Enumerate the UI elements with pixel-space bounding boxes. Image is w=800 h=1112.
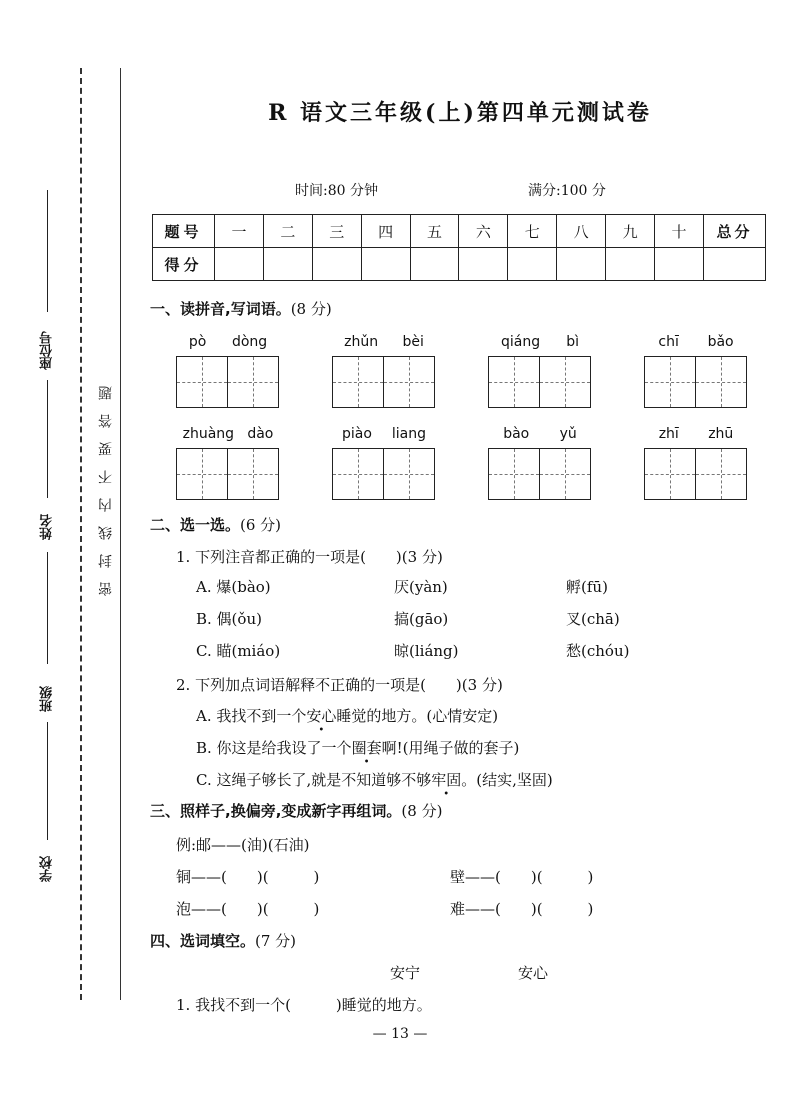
- column-4: 四: [361, 215, 410, 248]
- pinyin-syllable: chī: [658, 334, 679, 350]
- fill-item[interactable]: 难——( )( ): [450, 900, 594, 918]
- pinyin-syllable: bào: [503, 426, 530, 442]
- writing-box[interactable]: [332, 448, 384, 500]
- section-1-title: [150, 298, 332, 319]
- option-b-3: 叉(chā): [566, 610, 620, 628]
- section-1-points: (8 分): [290, 300, 332, 318]
- pinyin-syllable: zhuàng: [182, 426, 235, 442]
- score-cell[interactable]: [410, 248, 459, 281]
- section-3-title: [150, 800, 442, 821]
- fill-item[interactable]: 壁——( )( ): [450, 868, 594, 886]
- writing-box[interactable]: [383, 356, 435, 408]
- section-3-heading: 三、照样子,换偏旁,变成新字再组词。: [150, 802, 402, 820]
- full-score: 满分:100 分: [528, 183, 606, 199]
- page-title: R 语文三年级(上)第四单元测试卷: [268, 100, 652, 126]
- writing-box[interactable]: [644, 448, 696, 500]
- score-cell[interactable]: [361, 248, 410, 281]
- dotted-word: 圈套: [351, 739, 382, 757]
- column-7: 七: [508, 215, 557, 248]
- pinyin-syllable: liang: [391, 426, 426, 442]
- writing-box[interactable]: [227, 356, 279, 408]
- option-2b-text: B. 你这是给我设了一个: [196, 739, 352, 757]
- pinyin-syllable: yǔ: [559, 426, 577, 442]
- binding-solid-line: [120, 68, 121, 1000]
- column-3: 三: [312, 215, 361, 248]
- pinyin-syllable: qiáng: [501, 334, 541, 350]
- column-5: 五: [410, 215, 459, 248]
- option-2b-tail: 啊!(用绳子做的套子): [381, 739, 520, 757]
- question-number-head: 题号: [153, 215, 215, 248]
- option-c-1: C. 瞄(miáo): [196, 642, 281, 660]
- writing-box[interactable]: [332, 356, 384, 408]
- section-4-heading: 四、选词填空。: [150, 932, 256, 950]
- pinyin-syllable: pò: [188, 334, 207, 350]
- name-field[interactable]: [34, 380, 60, 540]
- writing-box[interactable]: [176, 356, 228, 408]
- pinyin-syllable: bì: [566, 334, 579, 350]
- score-cell[interactable]: [655, 248, 704, 281]
- section-3-example: 例:邮——(油)(石油): [176, 836, 310, 854]
- exam-time: 时间:80 分钟: [295, 183, 378, 199]
- total-head: 总分: [704, 215, 766, 248]
- writing-box[interactable]: [695, 356, 747, 408]
- option-2a-text: A. 我找不到一个: [196, 707, 307, 725]
- section-2-title: [150, 514, 281, 535]
- seat-number-label: 座位号: [40, 331, 55, 370]
- section-4-points: (7 分): [255, 932, 297, 950]
- seal-line-notice: 密封线内不要答题: [98, 372, 114, 596]
- writing-box[interactable]: [227, 448, 279, 500]
- question-2-1: 1. 下列注音都正确的一项是( )(3 分): [176, 548, 443, 566]
- score-cell[interactable]: [215, 248, 264, 281]
- option-2c-tail: 。(结实,坚固): [461, 771, 553, 789]
- option-2a-tail: 睡觉的地方。(心情安定): [336, 707, 499, 725]
- binding-dashed-line: [80, 68, 82, 1000]
- word-choice: 安心: [518, 964, 549, 982]
- writing-box[interactable]: [644, 356, 696, 408]
- option-a-1: A. 爆(bào): [196, 578, 271, 596]
- question-4-1[interactable]: 1. 我找不到一个( )睡觉的地方。: [176, 996, 432, 1014]
- pinyin-syllable: dòng: [231, 334, 268, 350]
- school-field[interactable]: [34, 722, 60, 882]
- writing-box[interactable]: [539, 448, 591, 500]
- option-b-2: 搞(gāo): [394, 610, 449, 628]
- fill-item[interactable]: 泡——( )( ): [176, 900, 320, 918]
- option-a-2: 厌(yàn): [394, 578, 448, 596]
- score-table-header-row: [153, 215, 766, 248]
- dotted-word: 牢固: [431, 771, 462, 789]
- section-2-points: (6 分): [240, 516, 282, 534]
- score-cell[interactable]: [606, 248, 655, 281]
- column-9: 九: [606, 215, 655, 248]
- writing-box[interactable]: [488, 356, 540, 408]
- score-total-cell[interactable]: [704, 248, 766, 281]
- score-head: 得分: [153, 248, 215, 281]
- section-1-heading: 一、读拼音,写词语。: [150, 300, 291, 318]
- pinyin-syllable: bǎo: [707, 334, 734, 350]
- option-2c-text: C. 这绳子够长了,就是不知道够不够: [196, 771, 432, 789]
- option-c-2: 晾(liáng): [394, 642, 459, 660]
- pinyin-syllable: zhǔn: [344, 334, 379, 350]
- seat-number-field[interactable]: [34, 190, 60, 370]
- option-2c: [196, 769, 553, 790]
- pinyin-syllable: zhī: [658, 426, 679, 442]
- class-field[interactable]: [34, 552, 60, 712]
- column-6: 六: [459, 215, 508, 248]
- column-8: 八: [557, 215, 606, 248]
- score-cell[interactable]: [459, 248, 508, 281]
- writing-box[interactable]: [488, 448, 540, 500]
- section-4-title: [150, 930, 296, 951]
- page-number: — 13 —: [372, 1026, 428, 1042]
- option-2b: [196, 737, 519, 758]
- pinyin-syllable: zhū: [708, 426, 734, 442]
- dotted-word: 安心: [306, 707, 337, 725]
- writing-box[interactable]: [695, 448, 747, 500]
- column-2: 二: [263, 215, 312, 248]
- pinyin-syllable: piào: [341, 426, 372, 442]
- name-label: 姓名: [40, 514, 55, 540]
- section-2-heading: 二、选一选。: [150, 516, 241, 534]
- question-2-2: 2. 下列加点词语解释不正确的一项是( )(3 分): [176, 676, 503, 694]
- word-choice: 安宁: [390, 964, 421, 982]
- score-cell[interactable]: [312, 248, 361, 281]
- score-table-score-row: [153, 248, 766, 281]
- score-cell[interactable]: [508, 248, 557, 281]
- writing-box[interactable]: [176, 448, 228, 500]
- class-label: 班级: [40, 686, 55, 712]
- writing-box[interactable]: [383, 448, 435, 500]
- writing-box[interactable]: [539, 356, 591, 408]
- option-2a: [196, 705, 498, 726]
- column-10: 十: [655, 215, 704, 248]
- option-a-3: 孵(fū): [566, 578, 608, 596]
- column-1: 一: [215, 215, 264, 248]
- score-cell[interactable]: [263, 248, 312, 281]
- school-label: 学校: [40, 856, 55, 882]
- pinyin-syllable: bèi: [402, 334, 424, 350]
- pinyin-syllable: dào: [247, 426, 274, 442]
- option-c-3: 愁(chóu): [566, 642, 630, 660]
- score-table: [152, 214, 766, 281]
- section-3-points: (8 分): [401, 802, 443, 820]
- fill-item[interactable]: 铜——( )( ): [176, 868, 320, 886]
- option-b-1: B. 偶(ǒu): [196, 610, 262, 628]
- score-cell[interactable]: [557, 248, 606, 281]
